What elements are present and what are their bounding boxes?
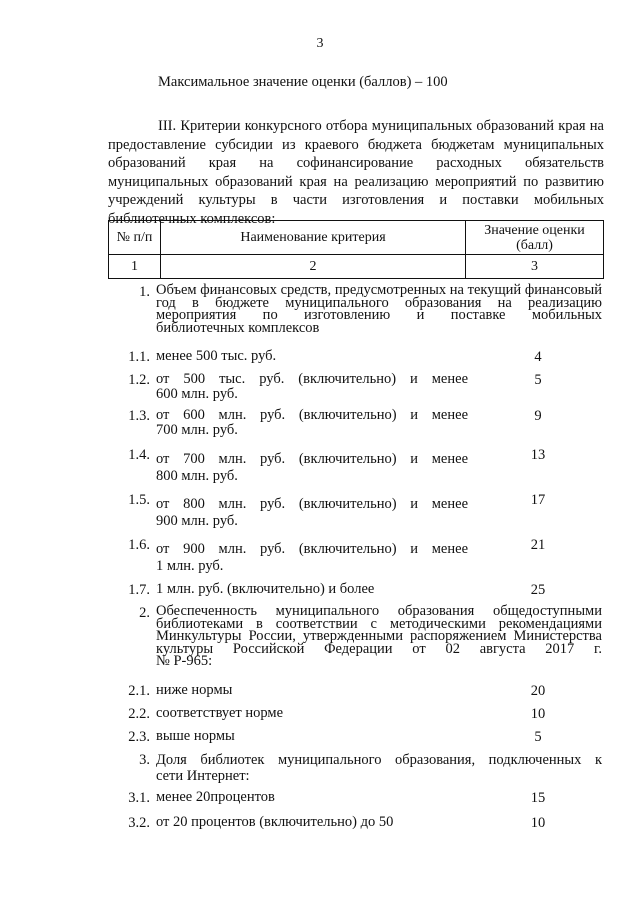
row-value: 4 [534, 349, 542, 365]
row-text-last: 1 млн. руб. [156, 558, 224, 574]
row-text: менее 500 тыс. руб. [156, 348, 277, 364]
row-value: 20 [530, 683, 546, 699]
header-num-3: 3 [466, 255, 604, 279]
row-text-main: от 800 млн. руб. (включительно) и менее [156, 496, 468, 512]
header-num-2: 2 [161, 255, 466, 279]
row-text-last: 700 млн. руб. [156, 422, 238, 438]
row-text [156, 372, 468, 402]
row-text [156, 541, 468, 575]
criteria-table-header [108, 220, 604, 279]
row-text-main: от 700 млн. руб. (включительно) и менее [156, 451, 468, 467]
row-number: 1. [139, 284, 150, 300]
row-text-last: № Р-965: [156, 653, 213, 669]
row-text [156, 408, 468, 438]
row-number: 1.7. [128, 582, 150, 598]
header-col-name: Наименование критерия [161, 221, 466, 255]
row-value: 21 [530, 537, 546, 553]
row-number: 1.4. [128, 447, 150, 463]
row-number: 2.1. [128, 683, 150, 699]
row-value: 5 [534, 372, 542, 388]
row-text: соответствует норме [156, 705, 284, 721]
row-text [156, 451, 468, 485]
heading-line-1: III. Критерии конкурсного отбора муниципальных образований края на [158, 118, 604, 134]
row-number: 2. [139, 605, 150, 621]
row-text: от 20 процентов (включительно) до 50 [156, 814, 394, 830]
header-col-number: № п/п [109, 221, 161, 255]
row-number: 1.5. [128, 492, 150, 508]
row-text-last: библиотечных комплексов [156, 319, 320, 336]
row-text-last: 600 млн. руб. [156, 386, 238, 402]
row-text [156, 752, 602, 784]
row-text [156, 284, 602, 334]
row-text-main: от 600 млн. руб. (включительно) и менее [156, 407, 468, 423]
max-score-line: Максимальное значение оценки (баллов) – 100 [158, 74, 448, 90]
row-text-main: от 500 тыс. руб. (включительно) и менее [156, 371, 468, 387]
row-number: 2.3. [128, 729, 150, 745]
row-text [156, 605, 602, 668]
row-number: 3.1. [128, 790, 150, 806]
row-value: 10 [530, 815, 546, 831]
row-number: 1.3. [128, 408, 150, 424]
page-number: 3 [316, 36, 324, 51]
row-text: выше нормы [156, 728, 235, 744]
row-text-main: Обеспеченность муниципального образования общедоступными библиотеками в соответствии с методическими рекомендациями Минкультуры России, утвержденными распоряжением Министерства культуры Российской Федерации от 02 августа 2017 г. [156, 603, 602, 657]
heading-rest: предоставление субсидии из краевого бюджета бюджетам муниципальных образований края на софинансирование расходных обязательств муниципальных образований края на реализацию мероприятий по развитию учреждений культуры в части изготовления и поставки мобильных библиотечных комплексов: [108, 136, 604, 227]
row-text: 1 млн. руб. (включительно) и более [156, 581, 375, 597]
section-heading [108, 117, 604, 229]
row-text: ниже нормы [156, 682, 233, 698]
row-value: 5 [534, 729, 542, 745]
row-value: 9 [534, 408, 542, 424]
row-text-main: Объем финансовых средств, предусмотренных на текущий финансовый год в бюджете муниципального образования на реализацию мероприятия по изготовлению и поставке мобильных [156, 282, 602, 323]
row-value: 15 [530, 790, 546, 806]
header-num-1: 1 [109, 255, 161, 279]
row-text-main: от 900 млн. руб. (включительно) и менее [156, 541, 468, 557]
row-number: 3. [139, 752, 150, 768]
row-number: 2.2. [128, 706, 150, 722]
row-value: 10 [530, 706, 546, 722]
row-number: 1.2. [128, 372, 150, 388]
row-text-last: 900 млн. руб. [156, 513, 238, 529]
row-number: 3.2. [128, 815, 150, 831]
row-text: менее 20процентов [156, 789, 275, 805]
row-text [156, 496, 468, 530]
header-col-score: Значение оценки (балл) [466, 221, 604, 255]
row-number: 1.1. [128, 349, 150, 365]
row-value: 13 [530, 447, 546, 463]
row-number: 1.6. [128, 537, 150, 553]
row-text-main: Доля библиотек муниципального образования, подключенных к [156, 752, 602, 768]
row-value: 25 [530, 582, 546, 598]
row-value: 17 [530, 492, 546, 508]
row-text-last: сети Интернет: [156, 768, 250, 784]
row-text-last: 800 млн. руб. [156, 468, 238, 484]
